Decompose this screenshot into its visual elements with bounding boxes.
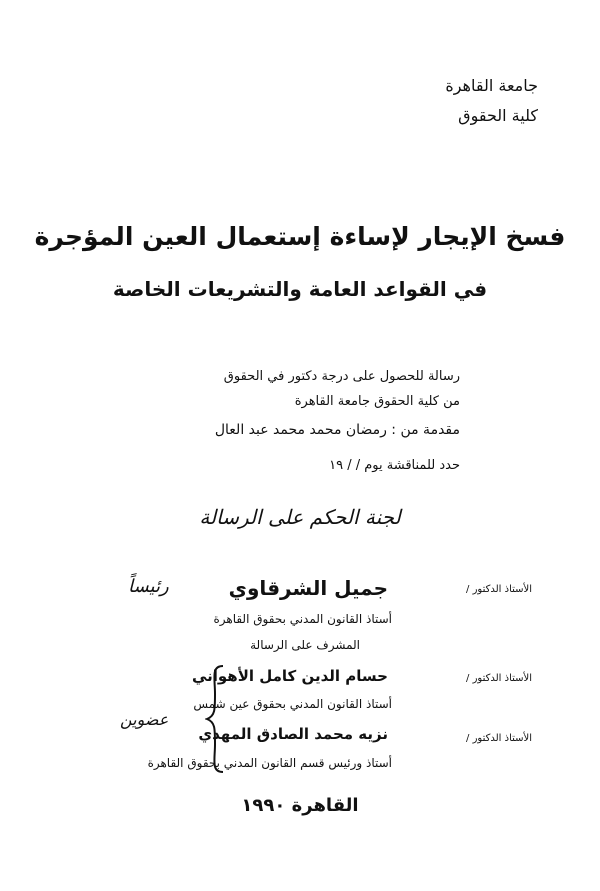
members-role: عضوين xyxy=(120,710,169,729)
member-3-degree: الأستاذ الدكتور / xyxy=(466,733,532,744)
author-line: مقدمة من : رمضان محمد محمد عبد العال xyxy=(214,422,460,438)
degree-purpose: رسالة للحصول على درجة دكتور في الحقوق xyxy=(223,369,460,384)
thesis-title: فسخ الإيجار لإساءة إستعمال العين المؤجرة xyxy=(34,222,566,251)
curly-brace-icon xyxy=(205,664,227,774)
place-year: القاهرة ١٩٩٠ xyxy=(241,795,359,816)
member-1-position: أستاذ القانون المدني بحقوق القاهرة xyxy=(213,612,392,626)
university-name: جامعة القاهرة xyxy=(445,76,538,95)
thesis-subtitle: في القواعد العامة والتشريعات الخاصة xyxy=(112,277,488,301)
member-1-degree: الأستاذ الدكتور / xyxy=(466,584,532,595)
committee-heading: لجنة الحكم على الرسالة xyxy=(199,505,401,529)
member-3-position: أستاذ ورئيس قسم القانون المدني بحقوق القاهرة xyxy=(147,756,392,770)
faculty-name: كلية الحقوق xyxy=(458,106,538,125)
member-2-name: حسام الدين كامل الأهواني xyxy=(191,667,388,685)
defense-date-line: حدد للمناقشة يوم / / ١٩ xyxy=(329,458,460,473)
member-1-supervisor: المشرف على الرسالة xyxy=(250,638,360,652)
submitting-faculty: من كلية الحقوق جامعة القاهرة xyxy=(294,394,460,409)
member-2-position: أستاذ القانون المدني بحقوق عين شمس xyxy=(193,697,392,711)
member-1-name: جميل الشرقاوي xyxy=(228,576,388,600)
member-2-degree: الأستاذ الدكتور / xyxy=(466,673,532,684)
member-1-role: رئيساً xyxy=(128,576,169,597)
member-3-name: نزيه محمد الصادق المهدي xyxy=(198,725,388,743)
